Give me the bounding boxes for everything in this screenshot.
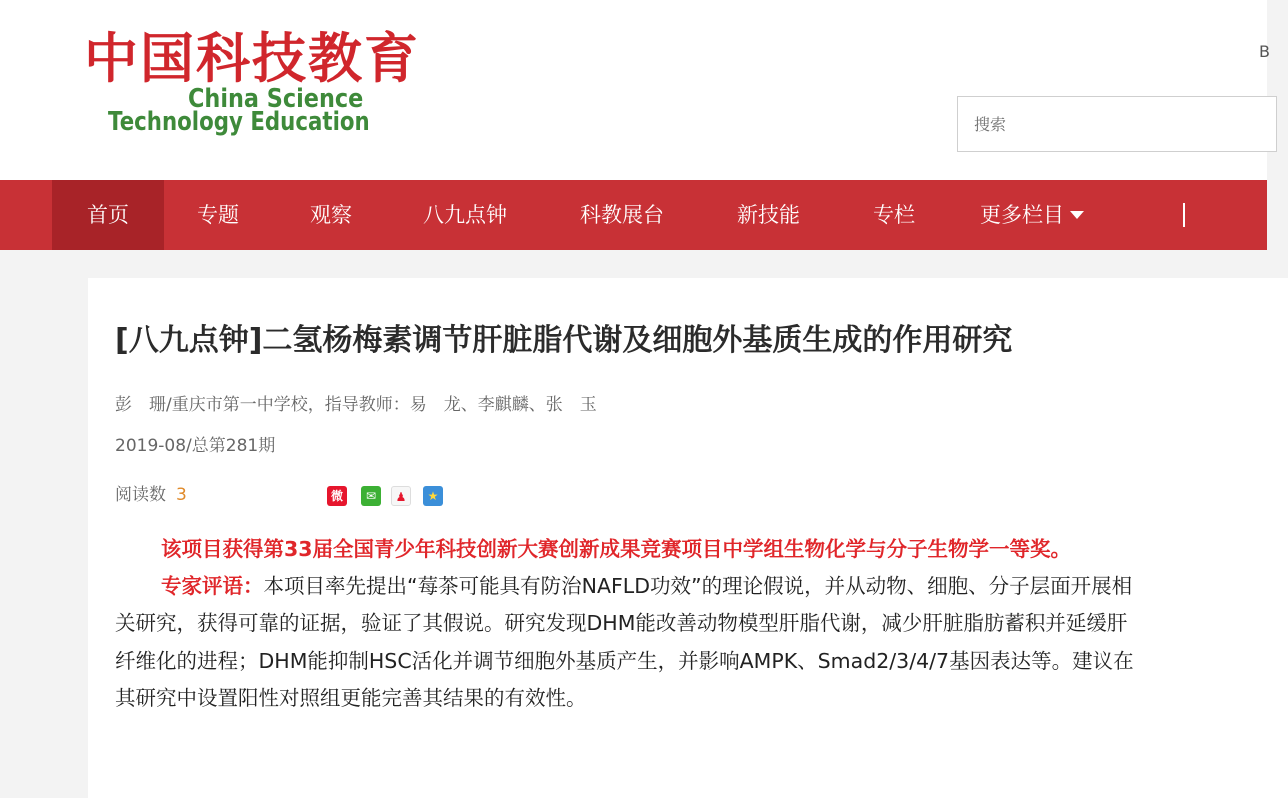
logo-english-line1: China Science	[188, 84, 364, 114]
search-input[interactable]	[958, 97, 1276, 151]
nav-item-showcase[interactable]	[580, 180, 664, 250]
qq-icon[interactable]: ♟	[391, 486, 411, 506]
nav-item-label: 科教展台	[580, 203, 664, 227]
logo-english-line2: Technology Education	[108, 107, 370, 137]
wechat-icon[interactable]: ✉	[361, 486, 381, 506]
logo-chinese-text: 中国科技教育	[84, 27, 420, 90]
nav-item-label: 八九点钟	[423, 203, 507, 227]
site-logo[interactable]	[84, 27, 420, 140]
comment-label: 专家评语：	[161, 574, 264, 598]
nav-item-label: 首页	[87, 203, 129, 227]
nav-item-label: 观察	[310, 203, 352, 227]
nav-item-observe[interactable]	[310, 180, 352, 250]
nav-item-label: 专题	[197, 203, 239, 227]
site-header	[0, 0, 1270, 180]
read-count-label: 阅读数	[115, 485, 166, 505]
read-count-value: 3	[176, 485, 187, 505]
search-box[interactable]	[957, 96, 1277, 152]
main-nav	[0, 180, 1267, 250]
caret-down-icon	[1070, 211, 1084, 219]
header-edge-text: B	[1259, 42, 1270, 61]
nav-item-home[interactable]	[52, 180, 164, 250]
comment-line-3: 纤维化的进程；DHM能抑制HSC活化并调节细胞外基质产生，并影响AMPK、Smad2/3/4/7基因表达等。建议在	[115, 649, 1134, 673]
comment-text: 本项目率先提出“莓茶可能具有防治NAFLD功效”的理论假说，并从动物、细胞、分子层面开展相	[263, 574, 1133, 598]
comment-line-2: 关研究，获得可靠的证据，验证了其假说。研究发现DHM能改善动物模型肝脂代谢，减少肝脏脂肪蓄积并延缓肝	[115, 611, 1128, 635]
article-title: [八九点钟]二氢杨梅素调节肝脏脂代谢及细胞外基质生成的作用研究	[115, 323, 1013, 358]
nav-item-columns[interactable]	[873, 180, 915, 250]
read-count	[115, 482, 187, 508]
article-date: 2019-08/总第281期	[115, 436, 276, 456]
article-author: 彭 珊/重庆市第一中学校，指导教师：易 龙、李麒麟、张 玉	[115, 395, 597, 415]
nav-item-eight-nine[interactable]	[423, 180, 507, 250]
nav-item-topics[interactable]	[197, 180, 239, 250]
award-text: 该项目获得第33届全国青少年科技创新大赛创新成果竞赛项目中学组生物化学与分子生物学一等奖。	[161, 537, 1072, 561]
nav-item-label: 专栏	[873, 203, 915, 227]
weibo-icon[interactable]: 微	[327, 486, 347, 506]
nav-item-label: 新技能	[737, 203, 800, 227]
nav-divider	[1183, 203, 1185, 227]
nav-item-label: 更多栏目	[980, 203, 1064, 227]
nav-item-more[interactable]	[980, 180, 1084, 250]
qzone-icon[interactable]: ★	[423, 486, 443, 506]
nav-item-new-skills[interactable]	[737, 180, 800, 250]
comment-line-1	[161, 567, 1132, 605]
comment-line-4: 其研究中设置阳性对照组更能完善其结果的有效性。	[115, 686, 587, 710]
